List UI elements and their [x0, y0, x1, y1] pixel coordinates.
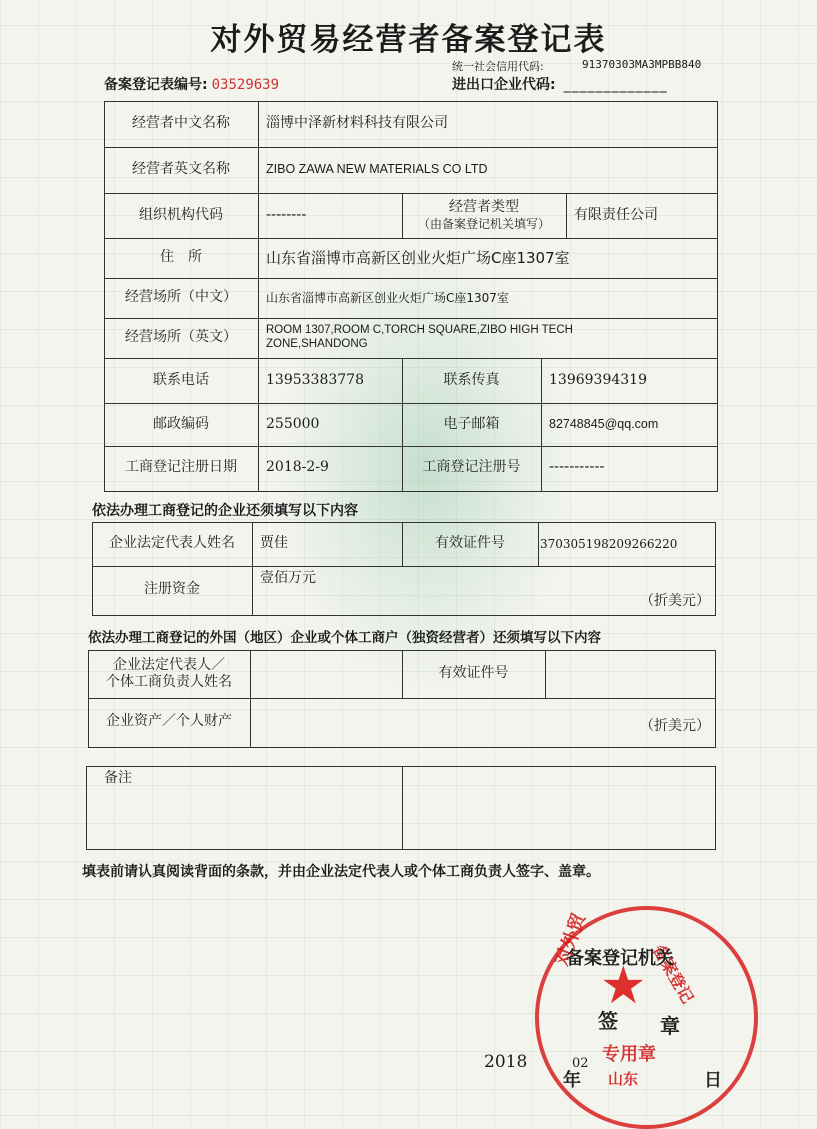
section1-id-value: 370305198209266220 — [540, 536, 678, 551]
form-title: 对外贸易经营者备案登记表 — [210, 22, 607, 58]
ie-code — [452, 74, 668, 94]
biz-place-cn-value: 山东省淄博市高新区创业火炬广场C座1307室 — [266, 290, 509, 305]
credit-code — [452, 58, 702, 74]
remarks-box — [86, 766, 716, 850]
org-code-label: 组织机构代码 — [139, 206, 223, 223]
section2-id-label: 有效证件号 — [438, 665, 509, 682]
fax-label: 联系传真 — [443, 371, 500, 388]
biz-reg-no-value: ----------- — [549, 459, 605, 476]
seal-province: 山东 — [608, 1070, 639, 1088]
section1-capital-unit: （折美元） — [640, 593, 710, 610]
reg-date-value: 2018-2-9 — [266, 459, 329, 476]
section2-heading: 依法办理工商登记的外国（地区）企业或个体工商户（独资经营者）还须填写以下内容 — [88, 630, 601, 646]
org-code-value: -------- — [266, 206, 307, 223]
section2-rep-label-line1: 企业法定代表人／ — [113, 656, 225, 673]
ie-code-label: 进出口企业代码: — [452, 77, 556, 93]
biz-place-cn-label: 经营场所（中文） — [125, 289, 237, 306]
ie-code-value: _____________ — [563, 77, 668, 93]
seal-authority-label: 备案登记机关 — [566, 948, 674, 969]
credit-code-label: 统一社会信用代码: — [452, 60, 544, 73]
section1-capital-value: 壹佰万元 — [260, 570, 316, 587]
biz-type-label-line1: 经营者类型 — [449, 199, 519, 216]
section1-rep-value: 贾佳 — [260, 535, 288, 552]
credit-code-value: 91370303MA3MPBB840 — [582, 58, 702, 71]
biz-type-label — [402, 193, 566, 238]
seal-date-month: 02 — [572, 1056, 589, 1071]
section2-rep-label — [88, 650, 250, 698]
section2-rep-label-line2: 个体工商负责人姓名 — [106, 674, 232, 690]
cn-name-label: 经营者中文名称 — [132, 115, 230, 132]
seal-date-year: 2018 — [484, 1052, 528, 1072]
seal-ring-right: 备案登记 — [648, 941, 698, 1007]
biz-place-en-label: 经营场所（英文） — [125, 329, 237, 346]
cn-name-value: 淄博中泽新材料科技有限公司 — [266, 115, 448, 132]
postal-label: 邮政编码 — [153, 415, 209, 432]
remarks-label: 备注 — [104, 770, 132, 787]
notice-text: 填表前请认真阅读背面的条款，并由企业法定代表人或个体工商负责人签字、盖章。 — [82, 864, 600, 880]
phone-label: 联系电话 — [153, 371, 209, 388]
seal-special: 专用章 — [602, 1044, 656, 1065]
reg-date-label: 工商登记注册日期 — [125, 459, 237, 476]
fax-value: 13969394319 — [549, 371, 647, 388]
reg-number — [104, 74, 279, 94]
seal-star-icon: ★ — [600, 956, 647, 1016]
email-value: 82748845@qq.com — [549, 416, 659, 431]
seal-chop-label: 章 — [660, 1014, 680, 1038]
email-label: 电子邮箱 — [443, 415, 500, 432]
biz-type-label-line2: （由备案登记机关填写） — [417, 216, 550, 231]
en-name-value: ZIBO ZAWA NEW MATERIALS CO LTD — [266, 162, 488, 177]
reg-number-value: 03529639 — [211, 77, 280, 93]
biz-reg-no-label: 工商登记注册号 — [422, 459, 521, 476]
biz-place-en-value: ROOM 1307,ROOM C,TORCH SQUARE,ZIBO HIGH TECH ZONE,SHANDONG — [266, 324, 573, 350]
phone-value: 13953383778 — [266, 371, 364, 388]
en-name-label: 经营者英文名称 — [132, 161, 230, 178]
section2-assets-label: 企业资产／个人财产 — [106, 713, 232, 730]
section1-capital-label: 注册资金 — [144, 581, 200, 598]
address-label: 住 所 — [160, 249, 202, 266]
address-value: 山东省淄博市高新区创业火炬广场C座1307室 — [266, 248, 570, 267]
section1-id-label: 有效证件号 — [435, 535, 505, 552]
postal-value: 255000 — [266, 415, 320, 432]
biz-type-value: 有限责任公司 — [574, 206, 658, 223]
seal-day-char: 日 — [704, 1070, 722, 1091]
section1-rep-label: 企业法定代表人姓名 — [109, 535, 235, 552]
section1-heading: 依法办理工商登记的企业还须填写以下内容 — [92, 503, 358, 519]
seal-year-char: 年 — [563, 1070, 581, 1091]
seal-ring-left: 对外贸 — [551, 910, 590, 969]
section2-assets-unit: （折美元） — [640, 718, 710, 735]
reg-number-label: 备案登记表编号: — [104, 77, 208, 93]
seal-sign-label: 签 — [598, 1009, 618, 1033]
